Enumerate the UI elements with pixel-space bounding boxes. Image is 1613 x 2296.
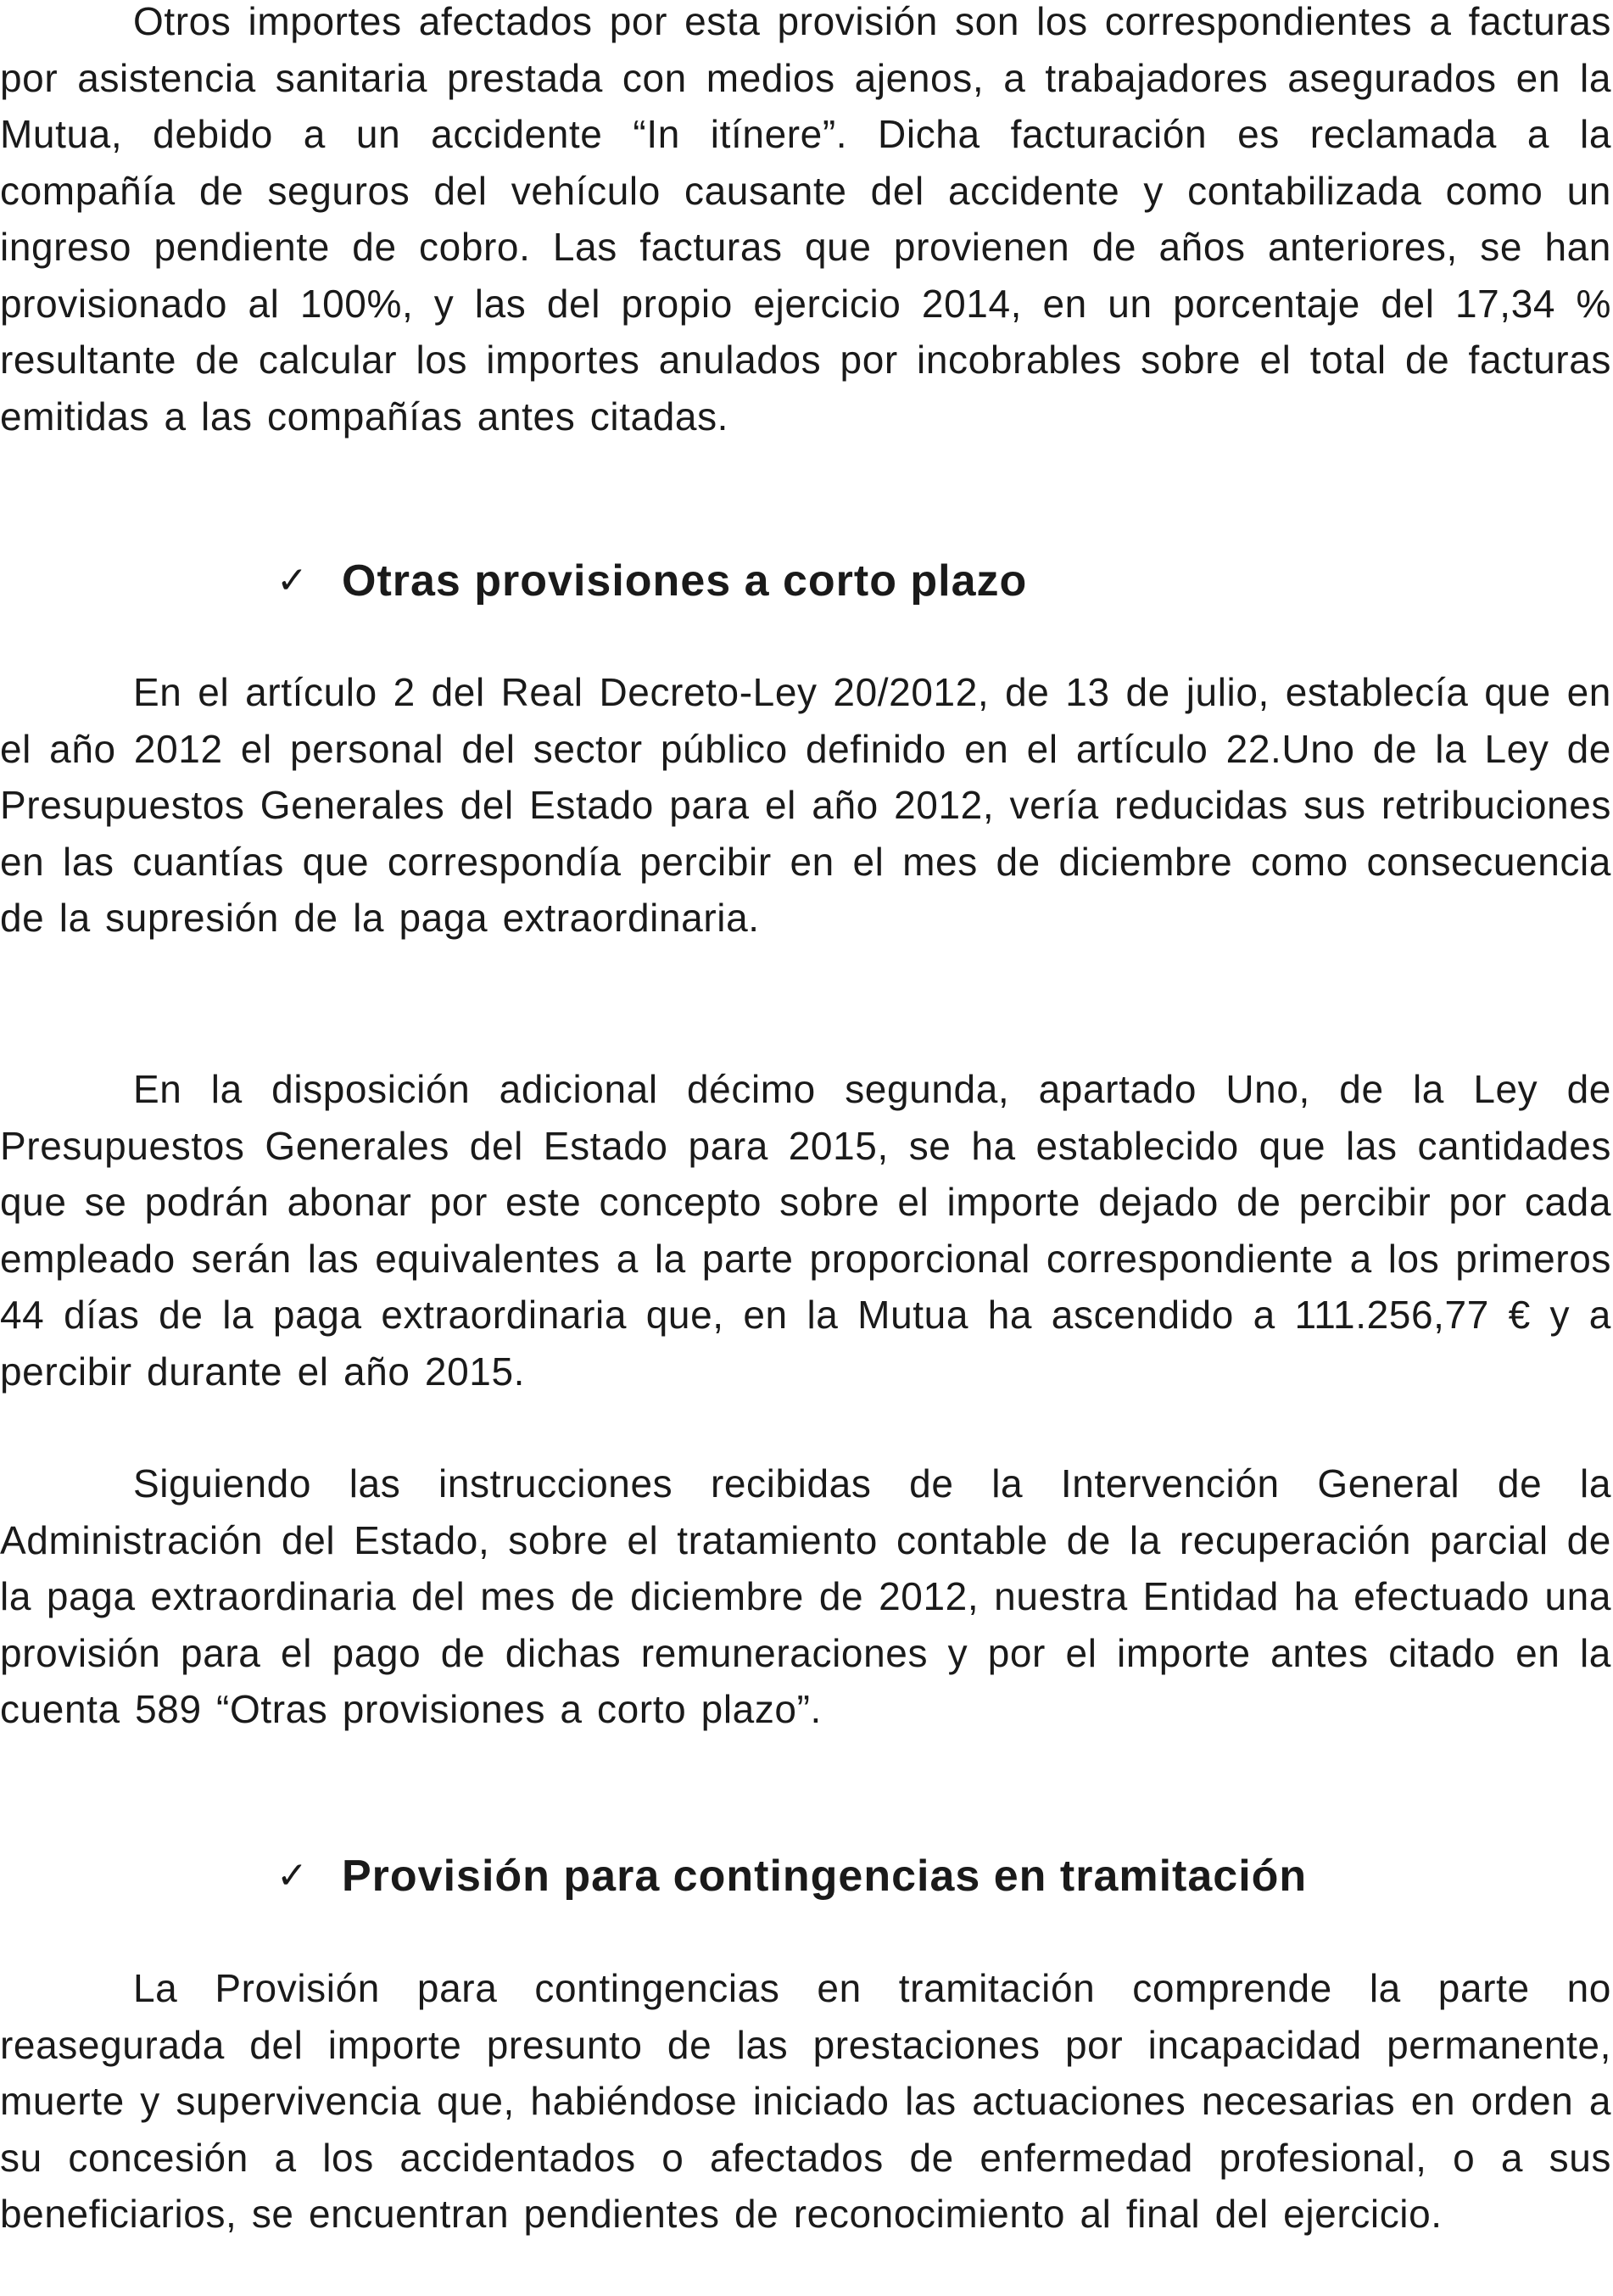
paragraph-invoices-provision: Otros importes afectados por esta provisión son los correspondientes a facturas por asistencia sanitaria prestada con medios ajenos, a trabajadores asegurados en la Mutua, debido a un accidente “In itínere”. Dicha facturación es reclamada a la compañía de seguros del vehículo causante del accidente y contabilizada como un ingreso pendiente de cobro. Las facturas que provienen de años anteriores, se han provisionado al 100%, y las del propio ejercicio 2014, en un porcentaje del 17,34 % resultante de calcular los importes anulados por incobrables sobre el total de facturas emitidas a las compañías antes citadas. [0, 0, 1611, 439]
checkmark-icon: ✓ [276, 1854, 309, 1897]
paragraph-disposicion-adicional: En la disposición adicional décimo segunda, apartado Uno, de la Ley de Presupuestos Generales del Estado para 2015, se ha establecido que las cantidades que se podrán abonar por este concepto sobre el importe dejado de percibir por cada empleado serán las equivalentes a la parte proporcional correspondiente a los primeros 44 días de la paga extraordinaria que, en la Mutua ha ascendido a 111.256,77 € y a percibir durante el año 2015. [0, 1067, 1611, 1394]
paragraph-intervencion-general: Siguiendo las instrucciones recibidas de la Intervención General de la Administración del Estado, sobre el tratamiento contable de la recuperación parcial de la paga extraordinaria del mes de diciembre de 2012, nuestra Entidad ha efectuado una provisión para el pago de dichas remuneraciones y por el importe antes citado en la cuenta 589 “Otras provisiones a corto plazo”. [0, 1461, 1611, 1731]
paragraph-real-decreto: En el artículo 2 del Real Decreto-Ley 20/2012, de 13 de julio, establecía que en el año 2012 el personal del sector público definido en el artículo 22.Uno de la Ley de Presupuestos Generales del Estado para el año 2012, vería reducidas sus retribuciones en las cuantías que correspondía percibir en el mes de diciembre como consecuencia de la supresión de la paga extraordinaria. [0, 670, 1611, 940]
checkmark-icon: ✓ [276, 559, 309, 602]
section-heading-label: Provisión para contingencias en tramitación [342, 1852, 1308, 1901]
section-heading-label: Otras provisiones a corto plazo [342, 556, 1028, 606]
paragraph-contingencies-provision: La Provisión para contingencias en tramitación comprende la parte no reasegurada del importe presunto de las prestaciones por incapacidad permanente, muerte y supervivencia que, habiéndose iniciado las actuaciones necesarias en orden a su concesión a los accidentados o afectados de enfermedad profesional, o a sus beneficiarios, se encuentran pendientes de reconocimiento al final del ejercicio. [0, 1966, 1611, 2236]
